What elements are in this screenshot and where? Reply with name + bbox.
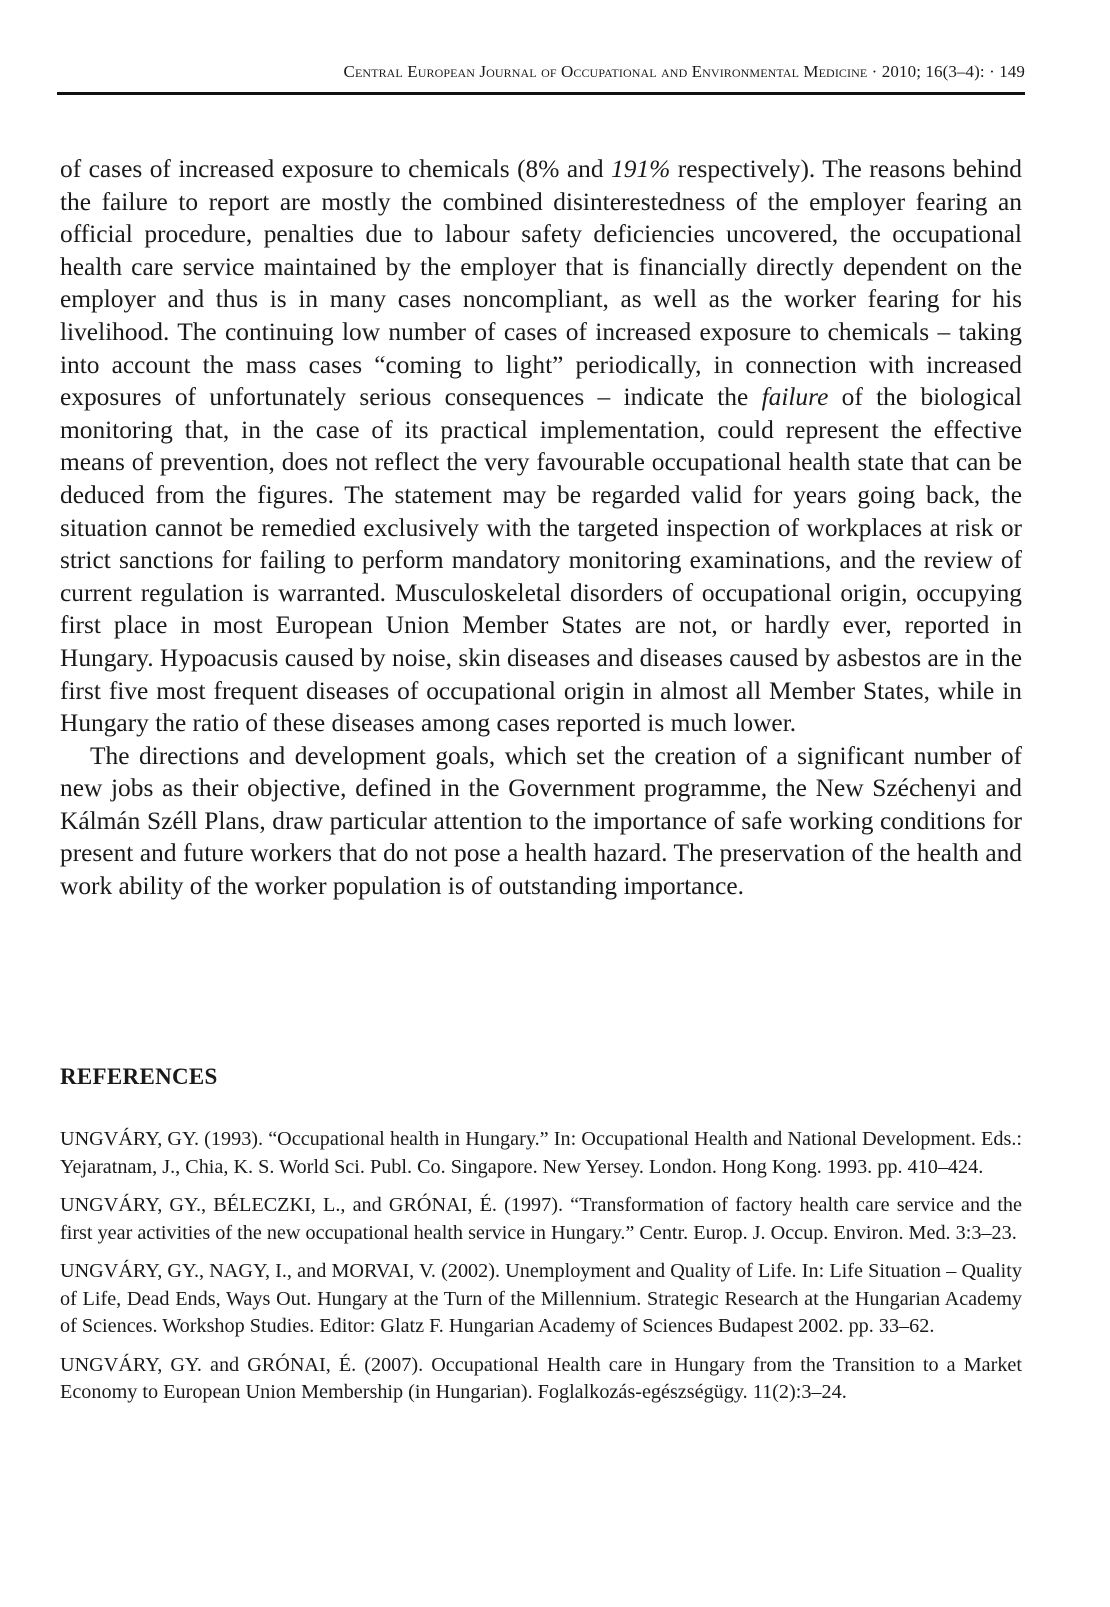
- journal-title: Central European Journal of Occupational and Environmental Medicine: [343, 62, 868, 81]
- references-heading: REFERENCES: [60, 1064, 218, 1089]
- italic-text: 191%: [611, 155, 671, 183]
- running-header: [57, 62, 1025, 82]
- text-run: respectively). The reasons behind the failure to report are mostly the combined disinterestedness of the employer fearing an official procedure, penalties due to labour safety deficiencies uncovered, the occupational health care service maintained by the employer that is financially directly dependent on the employer and thus is in many cases noncompliant, as well as the worker fearing for his livelihood. The continuing low number of cases of increased exposure to chemicals – taking into account the mass cases “coming to light” periodically, in connection with increased exposures of unfortunately serious consequences – indicate the: [60, 155, 1022, 412]
- reference-item: UNGVÁRY, GY., NAGY, I., and MORVAI, V. (2002). Unemployment and Quality of Life. In: Life Situation – Quality of Life, Dead Ends, Ways Out. Hungary at the Turn of the Millennium. Strategic Research at the Hungarian Academy of Sciences. Workshop Studies. Editor: Glatz F. Hungarian Academy of Sciences Budapest 2002. pp. 33–62.: [60, 1260, 1022, 1337]
- reference-item: UNGVÁRY, GY. and GRÓNAI, É. (2007). Occupational Health care in Hungary from the Transition to a Market Economy to European Union Membership (in Hungarian). Foglalkozás-egészségügy. 11(2):3–24.: [60, 1353, 1022, 1403]
- italic-text: failure: [761, 383, 829, 412]
- separator: ·: [984, 62, 1000, 81]
- text-run: of cases of increased exposure to chemicals (8% and: [60, 155, 612, 183]
- references-list: [60, 1126, 1022, 1418]
- paragraph-2: The directions and development goals, which set the creation of a significant number of new jobs as their objective, defined in the Government programme, the New Széchenyi and Kálmán Széll Plans, draw particular attention to the importance of safe working conditions for present and future workers that do not pose a health hazard. The preservation of the health and work ability of the worker population is of outstanding importance.: [60, 741, 1022, 901]
- header-rule: [57, 92, 1025, 95]
- reference-item: UNGVÁRY, GY. (1993). “Occupational health in Hungary.” In: Occupational Health and National Development. Eds.: Yejaratnam, J., Chia, K. S. World Sci. Publ. Co. Singapore. New Yersey. London. Hong Kong. 1993. pp. 410–424.: [60, 1128, 1022, 1178]
- paragraph-1: [60, 153, 1022, 740]
- page-number: 149: [999, 62, 1025, 81]
- separator: ·: [867, 62, 882, 81]
- issue-citation: 2010; 16(3–4):: [881, 62, 985, 81]
- reference-item: UNGVÁRY, GY., BÉLECZKI, L., and GRÓNAI, É. (1997). “Transformation of factory health care service and the first year activities of the new occupational health service in Hungary.” Centr. Europ. J. Occup. Environ. Med. 3:3–23.: [60, 1194, 1022, 1244]
- body-text: [60, 153, 1022, 903]
- text-run: of the biological monitoring that, in the case of its practical implementation, could represent the effective means of prevention, does not reflect the very favourable occupational health state that can be deduced from the figures. The statement may be regarded valid for years going back, the situation cannot be remedied exclusively with the targeted inspection of workplaces at risk or strict sanctions for failing to perform mandatory monitoring examinations, and the review of current regulation is warranted. Musculoskeletal disorders of occupational origin, occupying first place in most European Union Member States are not, or hardly ever, reported in Hungary. Hypoacusis caused by noise, skin diseases and diseases caused by asbestos are in the first five most frequent diseases of occupational origin in almost all Member States, while in Hungary the ratio of these diseases among cases reported is much lower.: [60, 383, 1022, 738]
